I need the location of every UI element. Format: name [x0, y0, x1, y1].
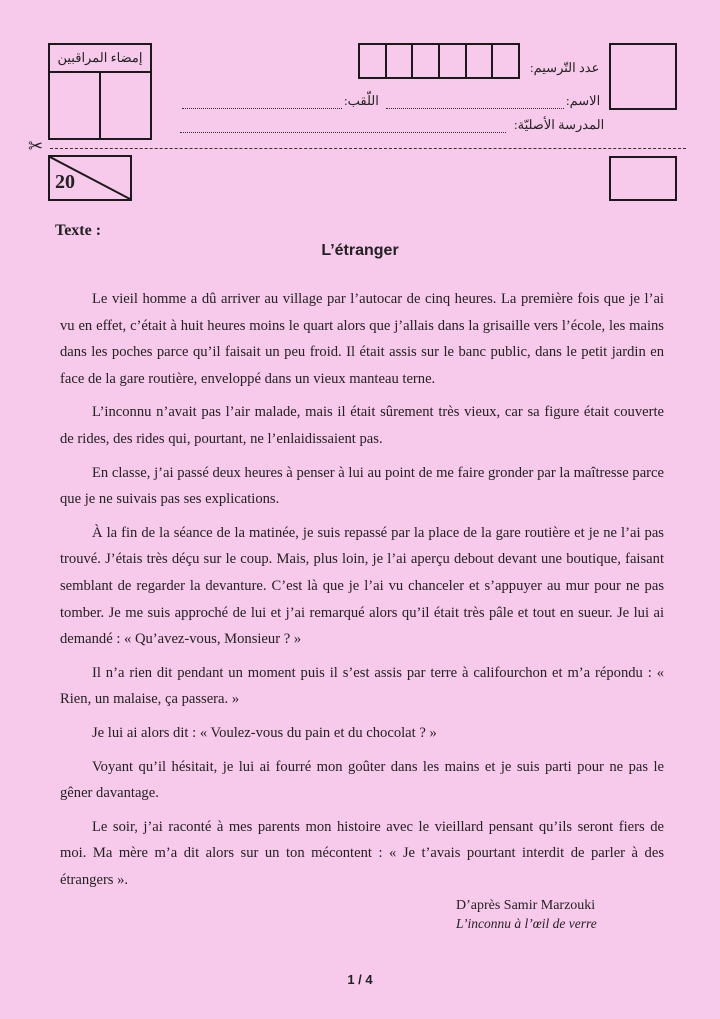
surname-field: [182, 108, 342, 109]
source-author: D’après Samir Marzouki: [456, 898, 596, 913]
paragraph: En classe, j’ai passé deux heures à penser à lui au point de me faire gronder par la maîtresse parce que je ne suivais pas ses explications.: [60, 464, 664, 508]
paragraph: Je lui ai alors dit : « Voulez-vous du pain et du chocolat ? »: [92, 724, 437, 741]
registration-digit-box: [467, 45, 494, 77]
mark-box: [48, 155, 132, 201]
texte-label: Texte :: [55, 222, 102, 239]
name-field: [386, 108, 564, 109]
scissors-icon: ✂: [28, 136, 44, 156]
paragraph: Il n’a rien dit pendant un moment puis il s’est assis par terre à califourchon et m’a répondu : « Rien, un malaise, ça passera. »: [60, 664, 664, 708]
cut-line: [50, 148, 686, 149]
signature-label: إمضاء المراقبين: [50, 45, 150, 73]
paragraph: À la fin de la séance de la matinée, je suis repassé par la place de la gare routière et je ne l’ai pas trouvé. J’étais très déçu sur le coup. Mais, plus loin, je l’ai aperçu debout devant une boutique, faisant semblant de regarder la devanture. C’est là que je l’ai vu chanceler et s’appuyer au mur pour ne pas tomber. Je me suis approché de lui et j’ai remarqué alors qu’il était très pâle et tout en sueur. Je lui ai demandé : « Qu’avez-vous, Monsieur ? »: [60, 524, 664, 648]
registration-digit-box: [387, 45, 414, 77]
registration-digit-box: [440, 45, 467, 77]
code-box: [609, 43, 677, 110]
signature-cell-1: [50, 73, 101, 138]
paragraph: Voyant qu’il hésitait, je lui ai fourré mon goûter dans les mains et je suis parti pour ne pas le gêner davantage.: [60, 758, 664, 802]
paragraph: Le vieil homme a dû arriver au village par l’autocar de cinq heures. La première fois que je l’ai vu en effet, c’était à huit heures moins le quart alors que j’allais dans la grisaille vers l’école, les mains dans les poches parce qu’il faisait un peu froid. Il était assis sur le banc public, dans le petit jardin en face de la gare routière, enveloppé dans un vieux manteau terne.: [60, 291, 664, 387]
signature-cell-2: [101, 73, 150, 138]
registration-digit-box: [360, 45, 387, 77]
registration-label: عدد التّرسيم:: [530, 60, 600, 75]
source-book: L’inconnu à l’œil de verre: [456, 916, 597, 931]
supervisors-signature-box: [48, 43, 152, 140]
registration-digit-box: [413, 45, 440, 77]
mark-total: 20: [55, 171, 75, 193]
paragraph: Le soir, j’ai raconté à mes parents mon histoire avec le vieillard pensant qu’ils seront fiers de moi. Ma mère m’a dit alors sur un ton mécontent : « Je t’avais pourtant interdit de parler à des étrangers ».: [60, 818, 664, 888]
school-label: المدرسة الأصليّة:: [514, 117, 605, 132]
code-box-lower: [609, 156, 677, 201]
paragraph: L’inconnu n’avait pas l’air malade, mais il était sûrement très vieux, car sa figure était couverte de rides, des rides qui, pourtant, ne l’enlaidissaient pas.: [60, 404, 664, 447]
name-label: الاسم:: [566, 93, 601, 108]
surname-label: اللّقب:: [344, 93, 379, 108]
registration-number-boxes: [358, 43, 520, 79]
registration-digit-box: [493, 45, 518, 77]
page-number: 1 / 4: [347, 972, 373, 987]
text-title: L’étranger: [321, 242, 399, 259]
school-field: [180, 132, 506, 133]
reading-text: [60, 286, 664, 900]
